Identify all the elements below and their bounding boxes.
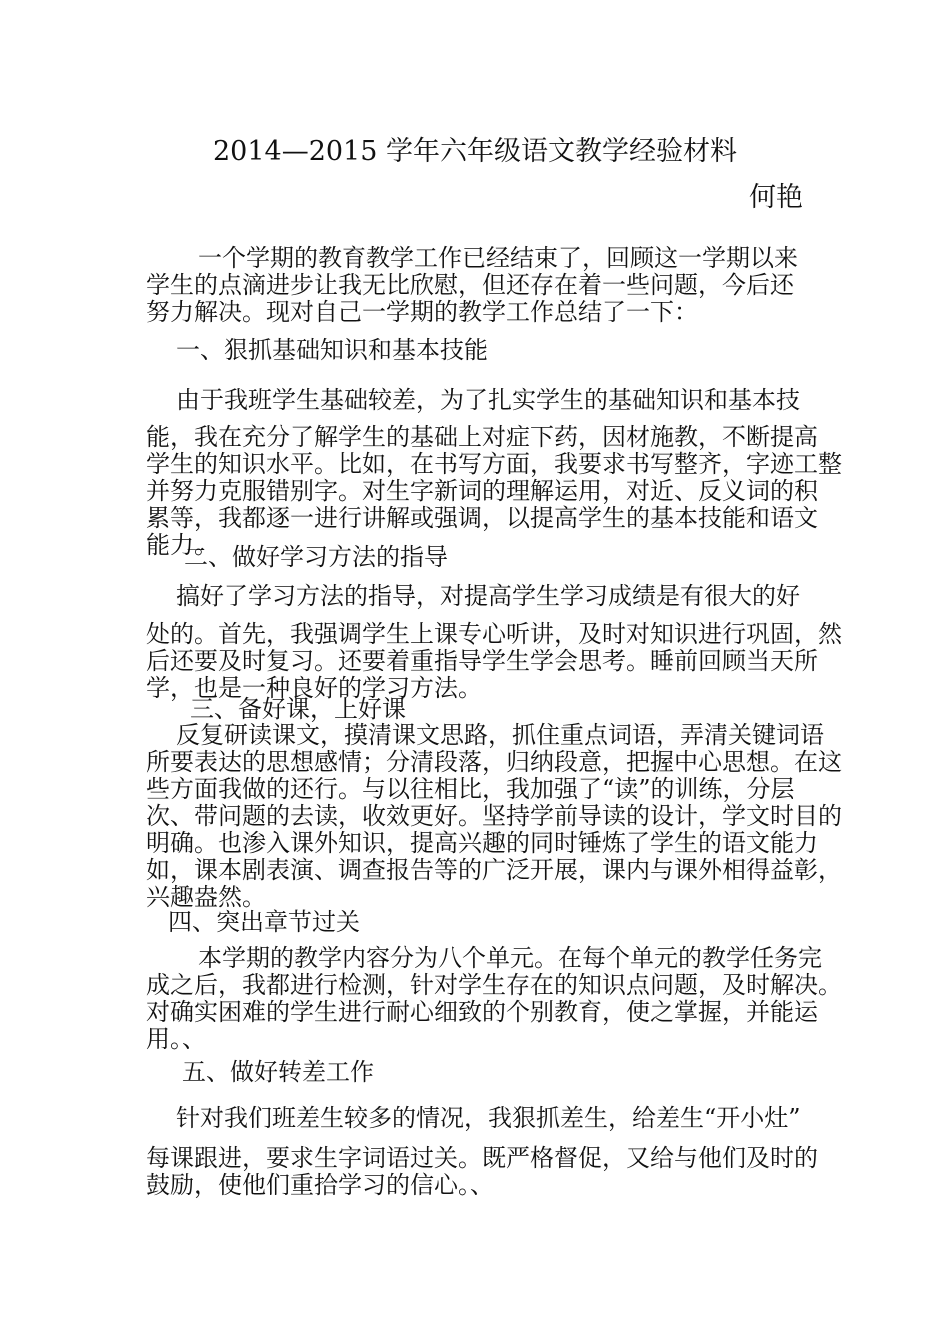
paragraph-line: 每课跟进，要求生字词语过关。既严格督促，又给与他们及时的 (146, 1144, 818, 1172)
paragraph-line: 由于我班学生基础较差，为了扎实学生的基础知识和基本技 (176, 386, 800, 414)
paragraph-line: 对确实困难的学生进行耐心细致的个别教育，使之掌握，并能运 (146, 998, 818, 1026)
paragraph-line: 后还要及时复习。还要着重指导学生学会思考。睡前回顾当天所 (146, 647, 818, 675)
section-heading: 二、做好学习方法的指导 (184, 543, 448, 571)
paragraph-line: 针对我们班差生较多的情况，我狠抓差生，给差生“开小灶” (176, 1104, 801, 1132)
paragraph-line: 本学期的教学内容分为八个单元。在每个单元的教学任务完 (198, 944, 822, 972)
paragraph-line: 累等，我都逐一进行讲解或强调，以提高学生的基本技能和语文 (146, 504, 818, 532)
author-name: 何艳 (749, 182, 803, 213)
paragraph-line: 并努力克服错别字。对生字新词的理解运用，对近、反义词的积 (146, 477, 818, 505)
paragraph-line: 所要表达的思想感情；分清段落，归纳段意，把握中心思想。在这 (146, 748, 842, 776)
paragraph-line: 用。、 (146, 1025, 206, 1053)
paragraph-line: 兴趣盎然。 (146, 883, 266, 911)
paragraph-line: 能力。 (146, 531, 218, 559)
paragraph-line: 学生的知识水平。比如，在书写方面，我要求书写整齐，字迹工整 (146, 450, 842, 478)
document-title: 2014—2015 学年六年级语文教学经验材料 (212, 136, 737, 167)
paragraph-line: 些方面我做的还行。与以往相比，我加强了“读”的训练，分层 (146, 775, 795, 803)
paragraph-line: 搞好了学习方法的指导，对提高学生学习成绩是有很大的好 (176, 582, 800, 610)
paragraph-line: 一个学期的教育教学工作已经结束了，回顾这一学期以来 (198, 244, 798, 272)
paragraph-line: 明确。也渗入课外知识，提高兴趣的同时锤炼了学生的语文能力 (146, 829, 818, 857)
paragraph-line: 次、带问题的去读，收效更好。坚持学前导读的设计，学文时目的 (146, 802, 842, 830)
section-heading: 四、突出章节过关 (168, 908, 360, 936)
paragraph-line: 努力解决。现对自己一学期的教学工作总结了一下： (146, 298, 698, 326)
section-heading: 三、备好课，上好课 (190, 695, 406, 723)
paragraph-line: 处的。首先，我强调学生上课专心听讲，及时对知识进行巩固，然 (146, 620, 842, 648)
paragraph-line: 能，我在充分了解学生的基础上对症下药，因材施教，不断提高 (146, 423, 818, 451)
paragraph-line: 如，课本剧表演、调查报告等的广泛开展，课内与课外相得益彰， (146, 856, 842, 884)
paragraph-line: 学生的点滴进步让我无比欣慰，但还存在着一些问题，今后还 (146, 271, 794, 299)
paragraph-line: 成之后，我都进行检测，针对学生存在的知识点问题，及时解决。 (146, 971, 842, 999)
section-heading: 五、做好转差工作 (182, 1058, 374, 1086)
paragraph-line: 鼓励，使他们重拾学习的信心。、 (146, 1171, 494, 1199)
section-heading: 一、狠抓基础知识和基本技能 (176, 336, 488, 364)
paragraph-line: 学，也是一种良好的学习方法。 (146, 674, 482, 702)
paragraph-line: 反复研读课文，摸清课文思路，抓住重点词语，弄清关键词语 (176, 721, 824, 749)
